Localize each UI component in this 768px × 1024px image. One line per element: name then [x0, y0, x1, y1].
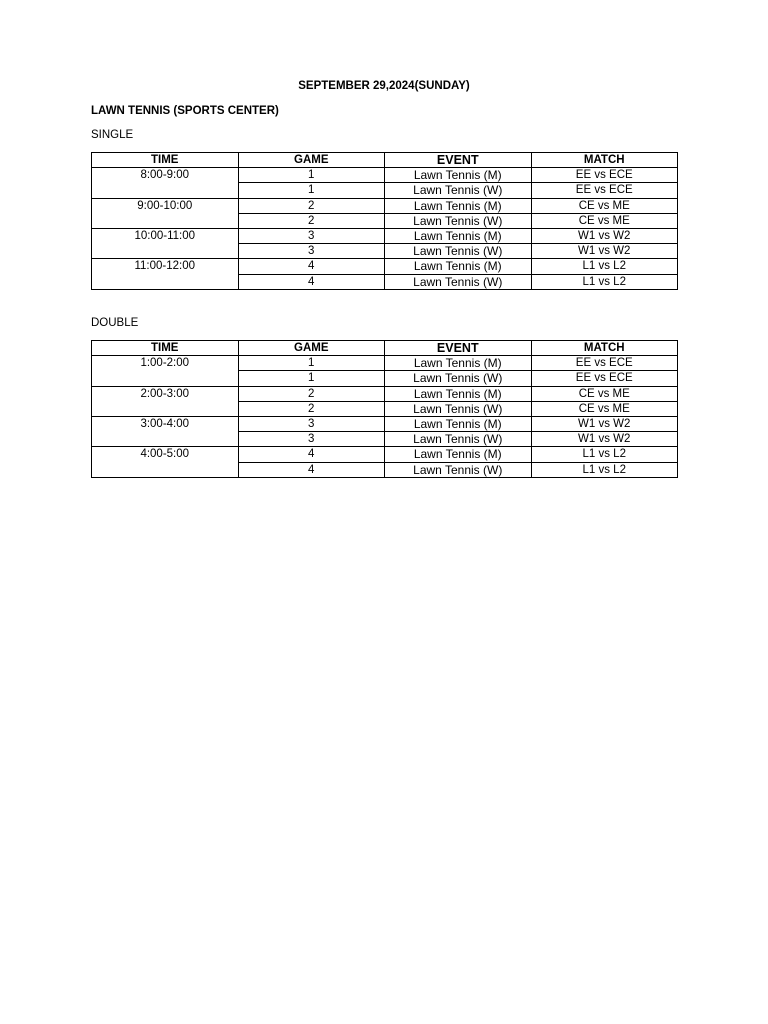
game-cell: 4 [238, 259, 385, 274]
header-time: TIME [92, 153, 239, 168]
event-cell: Lawn Tennis (W) [385, 401, 532, 416]
header-match: MATCH [531, 153, 678, 168]
game-cell: 3 [238, 416, 385, 431]
game-cell: 4 [238, 462, 385, 477]
event-cell: Lawn Tennis (W) [385, 183, 532, 198]
time-slot: 4:00-5:00 [92, 447, 239, 477]
event-cell: Lawn Tennis (M) [385, 168, 532, 183]
match-cell: W1 vs W2 [531, 416, 678, 431]
game-cell: 2 [238, 401, 385, 416]
double-schedule-table [91, 340, 678, 478]
table-row [92, 198, 678, 213]
table-row [92, 416, 678, 431]
header-event: EVENT [385, 153, 532, 168]
table-row [92, 447, 678, 462]
section-heading: LAWN TENNIS (SPORTS CENTER) [91, 105, 279, 117]
table-header-row [92, 341, 678, 356]
time-slot: 9:00-10:00 [92, 198, 239, 228]
event-cell: Lawn Tennis (W) [385, 274, 532, 289]
time-slot: 3:00-4:00 [92, 416, 239, 446]
event-cell: Lawn Tennis (M) [385, 228, 532, 243]
match-cell: CE vs ME [531, 401, 678, 416]
single-label: SINGLE [91, 129, 134, 141]
table-row [92, 228, 678, 243]
event-cell: Lawn Tennis (M) [385, 356, 532, 371]
match-cell: EE vs ECE [531, 183, 678, 198]
table-row [92, 168, 678, 183]
event-cell: Lawn Tennis (W) [385, 432, 532, 447]
event-cell: Lawn Tennis (W) [385, 371, 532, 386]
match-cell: CE vs ME [531, 213, 678, 228]
match-cell: EE vs ECE [531, 371, 678, 386]
event-cell: Lawn Tennis (M) [385, 259, 532, 274]
game-cell: 1 [238, 371, 385, 386]
header-game: GAME [238, 153, 385, 168]
match-cell: L1 vs L2 [531, 447, 678, 462]
match-cell: CE vs ME [531, 386, 678, 401]
table-header-row [92, 153, 678, 168]
time-slot: 11:00-12:00 [92, 259, 239, 289]
game-cell: 2 [238, 386, 385, 401]
event-cell: Lawn Tennis (M) [385, 386, 532, 401]
table-row [92, 259, 678, 274]
time-slot: 2:00-3:00 [92, 386, 239, 416]
match-cell: CE vs ME [531, 198, 678, 213]
header-game: GAME [238, 341, 385, 356]
time-slot: 1:00-2:00 [92, 356, 239, 386]
event-cell: Lawn Tennis (W) [385, 213, 532, 228]
table-row [92, 386, 678, 401]
time-slot: 8:00-9:00 [92, 168, 239, 198]
match-cell: EE vs ECE [531, 356, 678, 371]
match-cell: EE vs ECE [531, 168, 678, 183]
game-cell: 4 [238, 274, 385, 289]
single-schedule-table [91, 152, 678, 290]
event-cell: Lawn Tennis (W) [385, 244, 532, 259]
event-cell: Lawn Tennis (W) [385, 462, 532, 477]
game-cell: 1 [238, 183, 385, 198]
game-cell: 3 [238, 244, 385, 259]
table-row [92, 356, 678, 371]
header-match: MATCH [531, 341, 678, 356]
document-title: SEPTEMBER 29,2024(SUNDAY) [298, 80, 470, 92]
event-cell: Lawn Tennis (M) [385, 198, 532, 213]
game-cell: 2 [238, 198, 385, 213]
double-label: DOUBLE [91, 317, 139, 329]
game-cell: 3 [238, 228, 385, 243]
game-cell: 2 [238, 213, 385, 228]
event-cell: Lawn Tennis (M) [385, 447, 532, 462]
match-cell: L1 vs L2 [531, 462, 678, 477]
game-cell: 1 [238, 168, 385, 183]
game-cell: 4 [238, 447, 385, 462]
game-cell: 3 [238, 432, 385, 447]
match-cell: W1 vs W2 [531, 244, 678, 259]
header-event: EVENT [385, 341, 532, 356]
match-cell: L1 vs L2 [531, 274, 678, 289]
match-cell: W1 vs W2 [531, 228, 678, 243]
event-cell: Lawn Tennis (M) [385, 416, 532, 431]
match-cell: L1 vs L2 [531, 259, 678, 274]
time-slot: 10:00-11:00 [92, 228, 239, 258]
match-cell: W1 vs W2 [531, 432, 678, 447]
header-time: TIME [92, 341, 239, 356]
game-cell: 1 [238, 356, 385, 371]
